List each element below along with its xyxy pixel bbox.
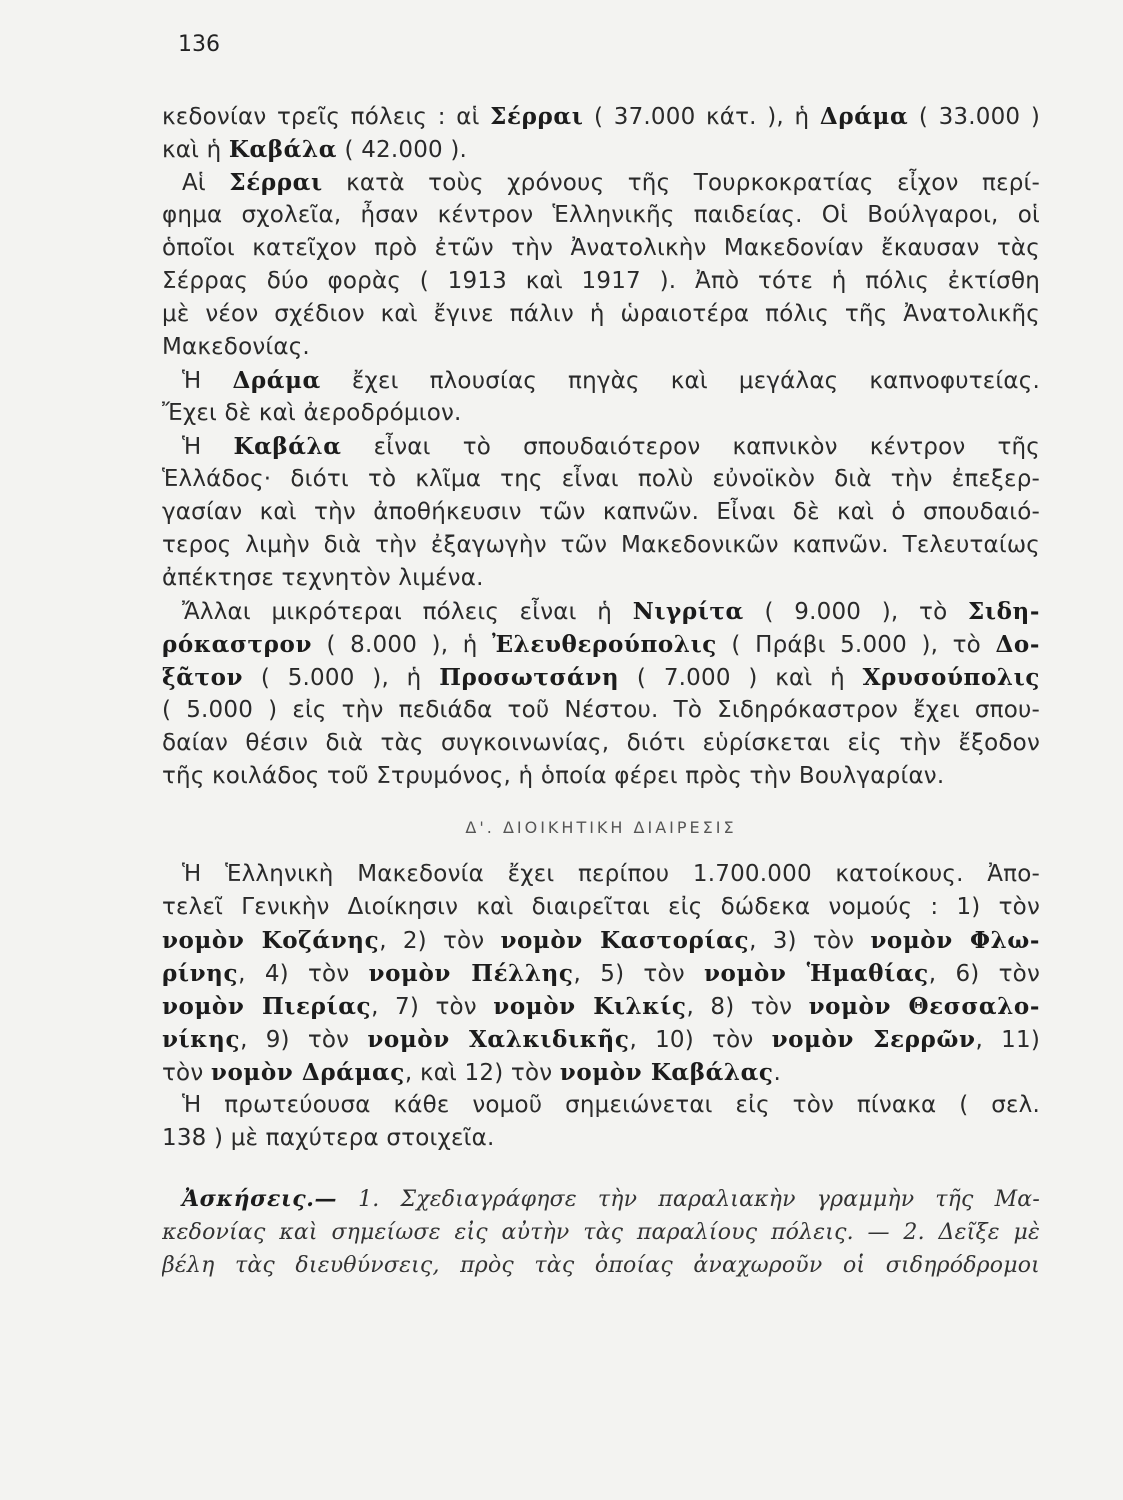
text-line: ξᾶτον ( 5.000 ), ἡ Προσωτσάνη ( 7.000 ) καὶ ἡ Χρυσούπολις <box>162 664 1040 691</box>
text-line: Σέρρας δύο φορὰς ( 1913 καὶ 1917 ). Ἀπὸ τότε ἡ πόλις ἐκτίσθη <box>162 268 1040 294</box>
text-line: φημα σχολεῖα, ἦσαν κέντρον Ἑλληνικῆς παιδείας. Οἱ Βούλγαροι, οἱ <box>162 202 1040 228</box>
prefecture-name: νομὸν Κιλκίς <box>493 993 687 1020</box>
text-line: 138 ) μὲ παχύτερα στοιχεῖα. <box>162 1125 495 1151</box>
text-line: νίκης, 9) τὸν νομὸν Χαλκιδικῆς, 10) τὸν νομὸν Σερρῶν, 11) <box>162 1026 1040 1053</box>
city-name: ξᾶτον <box>162 664 244 691</box>
text-line: ρόκαστρον ( 8.000 ), ἡ Ἐλευθερούπολις ( Πράβι 5.000 ), τὸ Δο- <box>162 631 1040 658</box>
exercises-line: βέλη τὰς διευθύνσεις, πρὸς τὰς ὁποίας ἀναχωροῦν οἱ σιδηρόδρομοι <box>162 1253 1040 1278</box>
text-line: Μακεδονίας. <box>162 334 310 360</box>
text-line: Ἄλλαι μικρότεραι πόλεις εἶναι ἡ Νιγρίτα ( 9.000 ), τὸ Σιδη- <box>182 598 1040 625</box>
text-line: Ἡ Δράμα ἔχει πλουσίας πηγὰς καὶ μεγάλας καπνοφυτείας. <box>182 367 1040 394</box>
text-line: Ἡ πρωτεύουσα κάθε νομοῦ σημειώνεται εἰς τὸν πίνακα ( σελ. <box>182 1092 1040 1118</box>
city-name: Νιγρίτα <box>632 598 744 625</box>
prefecture-name: νομὸν Ἡμαθίας <box>703 960 929 987</box>
city-name: Προσωτσάνη <box>439 664 620 691</box>
text-line: ὁποῖοι κατεῖχον πρὸ ἐτῶν τὴν Ἀνατολικὴν Μακεδονίαν ἔκαυσαν τὰς <box>162 235 1040 261</box>
text-line: ( 5.000 ) εἰς τὴν πεδιάδα τοῦ Νέστου. Τὸ Σιδηρόκαστρον ἔχει σπου- <box>162 697 1040 723</box>
exercises-label: Ἀσκήσεις.— <box>182 1186 338 1212</box>
text-line: Αἱ Σέρραι κατὰ τοὺς χρόνους τῆς Τουρκοκρατίας εἶχον περί- <box>182 169 1040 196</box>
city-name: Σιδη- <box>968 598 1040 625</box>
city-name: Καβάλα <box>228 136 337 163</box>
text-line: νομὸν Πιερίας, 7) τὸν νομὸν Κιλκίς, 8) τὸν νομὸν Θεσσαλο- <box>162 993 1040 1020</box>
exercises-line: Ἀσκήσεις.— 1. Σχεδιαγράφησε τὴν παραλιακὴν γραμμὴν τῆς Μα- <box>182 1186 1040 1212</box>
prefecture-name: ρίνης <box>162 960 239 987</box>
text-line: Ἑλλάδος· διότι τὸ κλῖμα της εἶναι πολὺ εὐνοϊκὸν διὰ τὴν ἐπεξερ- <box>162 466 1040 492</box>
text-line: καὶ ἡ Καβάλα ( 42.000 ). <box>162 136 468 163</box>
page-number: 136 <box>178 32 220 57</box>
prefecture-name: νομὸν Σερρῶν <box>771 1026 976 1053</box>
text-line: γασίαν καὶ τὴν ἀποθήκευσιν τῶν καπνῶν. Εἶναι δὲ καὶ ὁ σπουδαιό- <box>162 499 1040 525</box>
prefecture-name: νομὸν Θεσσαλο- <box>808 993 1040 1020</box>
text-line: δαίαν θέσιν διὰ τὰς συγκοινωνίας, διότι εὑρίσκεται εἰς τὴν ἔξοδον <box>162 730 1040 756</box>
prefecture-name: νίκης <box>162 1026 241 1053</box>
text-line: μὲ νέον σχέδιον καὶ ἔγινε πάλιν ἡ ὡραιοτέρα πόλις τῆς Ἀνατολικῆς <box>162 301 1040 327</box>
city-name: Χρυσούπολις <box>862 664 1040 691</box>
text-line: Ἡ Ἑλληνικὴ Μακεδονία ἔχει περίπου 1.700.000 κατοίκους. Ἀπο- <box>182 861 1040 887</box>
city-name: Σέρραι <box>490 103 584 130</box>
prefecture-name: νομὸν Πέλλης <box>368 960 574 987</box>
text-line: τελεῖ Γενικὴν Διοίκησιν καὶ διαιρεῖται εἰς δώδεκα νομούς : 1) τὸν <box>162 894 1040 920</box>
text-line: Ἡ Καβάλα εἶναι τὸ σπουδαιότερον καπνικὸν κέντρον τῆς <box>182 433 1040 460</box>
text-line: τερος λιμὴν διὰ τὴν ἐξαγωγὴν τῶν Μακεδονικῶν καπνῶν. Τελευταίως <box>162 532 1040 558</box>
city-name: Ἐλευθερούπολις <box>491 631 717 658</box>
prefecture-name: νομὸν Πιερίας <box>162 993 372 1020</box>
exercises-line: κεδονίας καὶ σημείωσε εἰς αὐτὴν τὰς παραλίους πόλεις. — 2. Δεῖξε μὲ <box>162 1220 1040 1245</box>
text-line: νομὸν Κοζάνης, 2) τὸν νομὸν Καστορίας, 3) τὸν νομὸν Φλω- <box>162 927 1040 954</box>
prefecture-name: νομὸν Χαλκιδικῆς <box>367 1026 630 1053</box>
section-heading: Δ'. ΔΙΟΙΚΗΤΙΚΗ ΔΙΑΙΡΕΣΙΣ <box>465 818 737 837</box>
prefecture-name: νομὸν Καβάλας <box>559 1059 774 1086</box>
city-name: Σέρραι <box>229 169 323 196</box>
text-line: Ἔχει δὲ καὶ ἀεροδρόμιον. <box>162 400 462 426</box>
text-line: ἀπέκτησε τεχνητὸν λιμένα. <box>162 565 484 591</box>
text-line: κεδονίαν τρεῖς πόλεις : αἱ Σέρραι ( 37.000 κάτ. ), ἡ Δράμα ( 33.000 ) <box>162 103 1040 130</box>
text-line: τὸν νομὸν Δράμας, καὶ 12) τὸν νομὸν Καβάλας. <box>162 1059 782 1086</box>
text-line: τῆς κοιλάδος τοῦ Στρυμόνος, ἡ ὁποία φέρει πρὸς τὴν Βουλγαρίαν. <box>162 763 945 789</box>
prefecture-name: νομὸν Καστορίας <box>500 927 750 954</box>
city-name: ρόκαστρον <box>162 631 313 658</box>
city-name: Καβάλα <box>233 433 342 460</box>
city-name: Δράμα <box>819 103 909 130</box>
prefecture-name: νομὸν Φλω- <box>870 927 1040 954</box>
prefecture-name: νομὸν Δράμας <box>210 1059 405 1086</box>
text-line: ρίνης, 4) τὸν νομὸν Πέλλης, 5) τὸν νομὸν Ἡμαθίας, 6) τὸν <box>162 960 1040 987</box>
city-name: Δράμα <box>232 367 321 394</box>
body-text <box>162 100 1040 1282</box>
prefecture-name: νομὸν Κοζάνης <box>162 927 380 954</box>
city-name: Δο- <box>995 631 1040 658</box>
